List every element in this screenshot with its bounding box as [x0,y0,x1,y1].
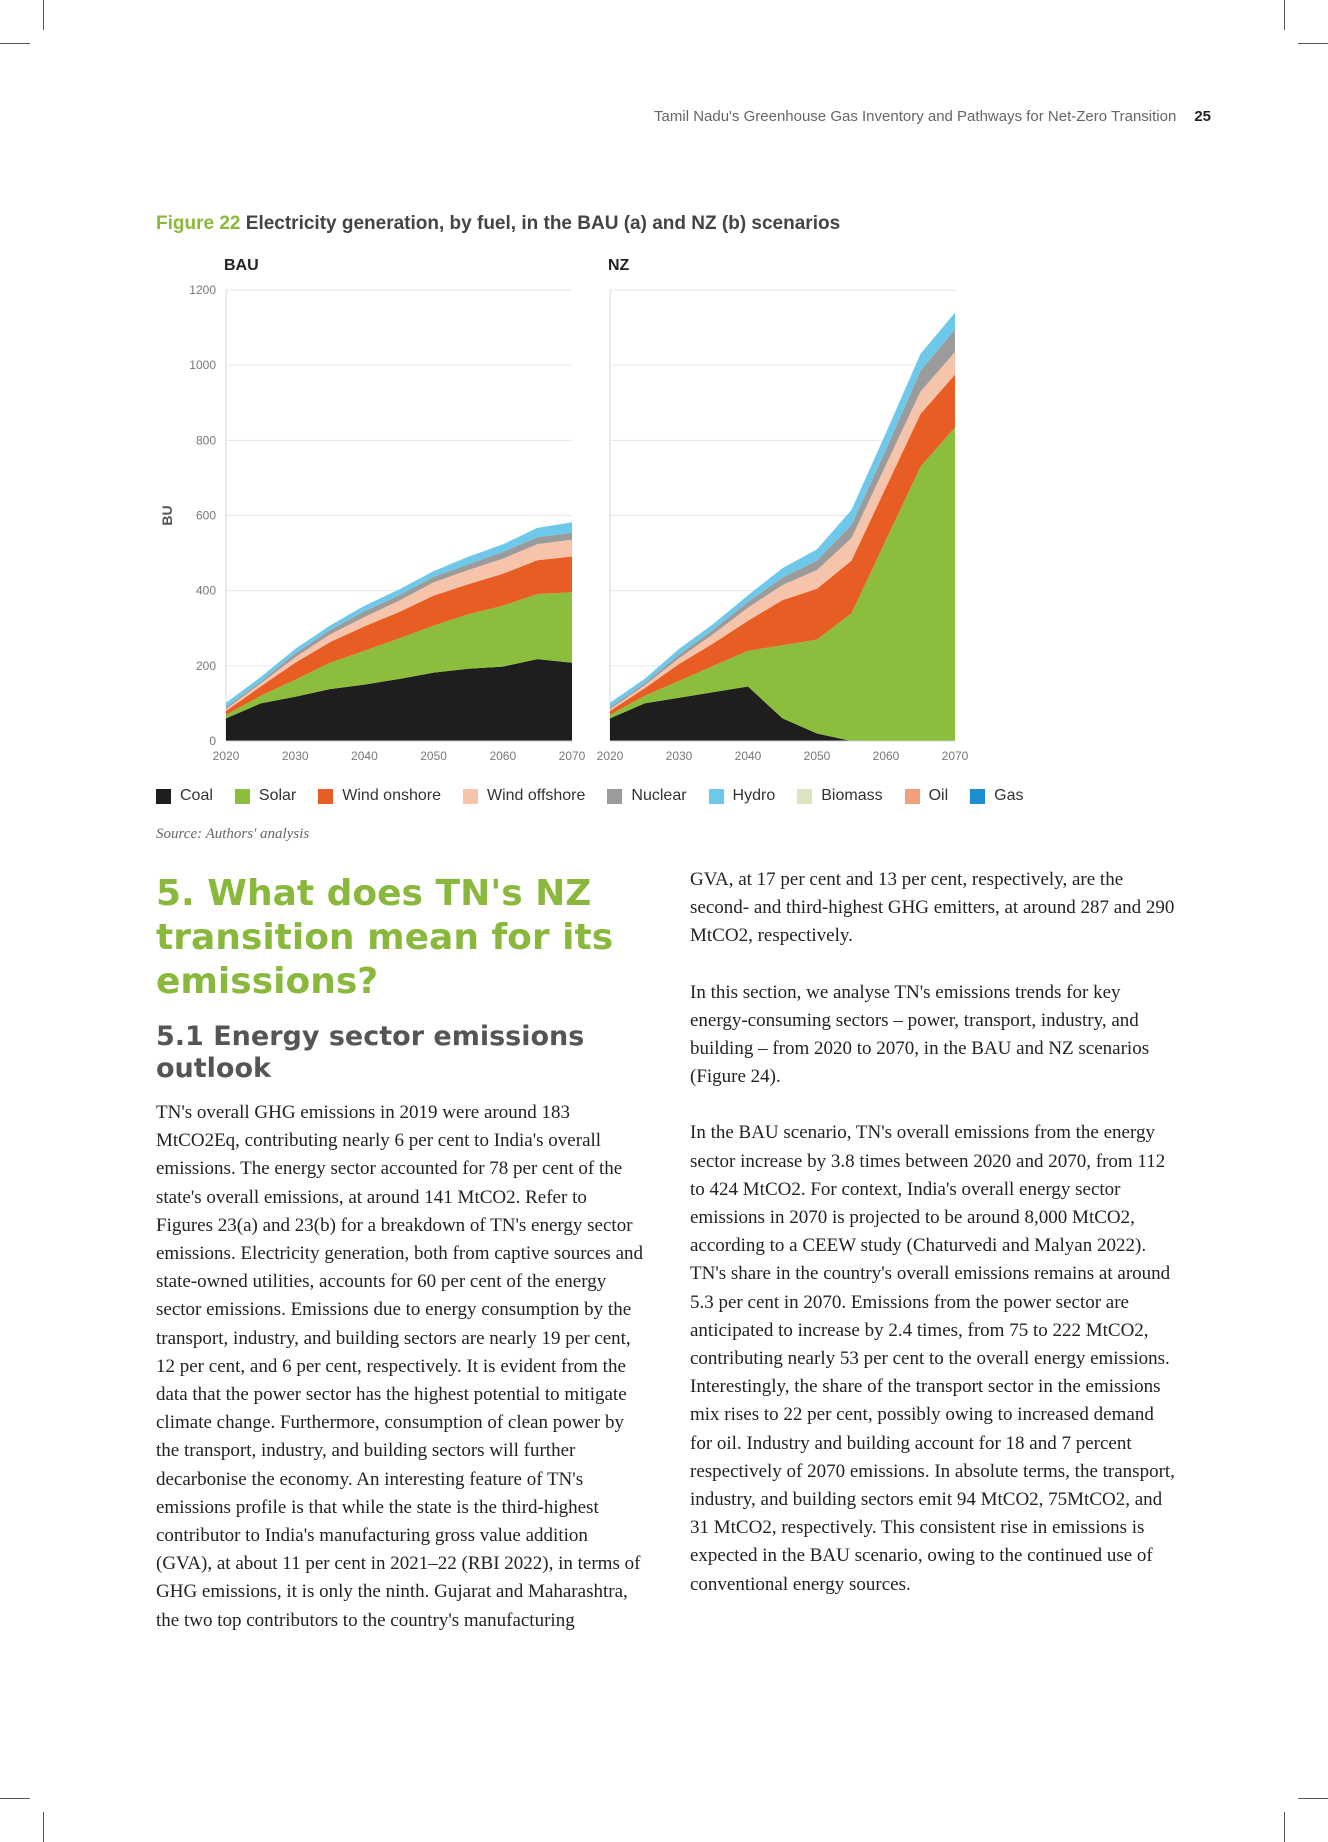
page-number: 25 [1194,108,1211,125]
crop-mark-top-right-h [1298,43,1328,44]
x-tick-label: 2020 [212,749,240,763]
running-header [654,108,1211,125]
y-tick-label: 1200 [189,283,216,297]
legend-label: Nuclear [631,787,687,804]
x-tick-label: 2030 [665,749,693,763]
legend-item-oil [905,787,949,805]
legend-swatch [905,789,920,804]
figure-source: Source: Authors' analysis [156,826,310,842]
crop-mark-top-left-v [43,0,44,30]
legend-swatch [156,789,171,804]
x-tick-label: 2050 [420,749,447,763]
x-tick-label: 2060 [872,749,900,763]
legend-label: Hydro [732,787,776,804]
legend-swatch [797,789,812,804]
legend-swatch [970,789,985,804]
x-tick-label: 2070 [941,749,969,763]
legend-label: Solar [258,787,297,804]
x-tick-label: 2040 [734,749,762,763]
legend-item-gas [970,787,1023,805]
x-tick-label: 2070 [558,749,586,763]
legend-item-biomass [797,787,882,805]
legend-item-nuclear [607,787,686,805]
crop-mark-bottom-left-h [0,1798,30,1799]
figure-title: Electricity generation, by fuel, in the BAU (a) and NZ (b) scenarios [245,213,841,234]
legend-item-wind-onshore [318,787,441,805]
y-axis-label: BU [159,505,175,526]
body-paragraph: In this section, we analyse TN's emissions trends for key energy-consuming sectors – power, transport, industry, and building – from 2020 to 2070, in the BAU and NZ scenarios (Figure 24). [690,981,1150,1088]
x-tick-label: 2040 [351,749,378,763]
legend-swatch [709,789,724,804]
legend-swatch [607,789,622,804]
section-heading: 5. What does TN's NZ transition mean for its emissions? [156,873,614,1002]
legend-item-wind-offshore [463,787,585,805]
x-tick-label: 2060 [489,749,517,763]
legend-label: Biomass [821,787,883,804]
body-paragraph: GVA, at 17 per cent and 13 per cent, respectively, are the second- and third-highest GHG emitters, at around 287 and 290 MtCO2, respectively. [690,869,1175,947]
crop-mark-bottom-right-v [1284,1812,1285,1842]
legend-item-hydro [709,787,776,805]
x-tick-label: 2030 [281,749,309,763]
subsection-heading: 5.1 Energy sector emissions outlook [156,1021,585,1084]
x-tick-label: 2050 [803,749,831,763]
chart-legend [156,787,1046,805]
figure-caption [156,213,840,235]
figure-number: Figure 22 [156,213,241,234]
legend-label: Gas [994,787,1024,804]
y-tick-label: 200 [195,658,216,673]
legend-swatch [318,789,333,804]
crop-mark-bottom-left-v [43,1812,44,1842]
crop-mark-top-right-v [1284,0,1285,30]
legend-swatch [463,789,478,804]
stacked-area-chart [150,250,990,770]
legend-label: Wind offshore [486,787,586,804]
y-tick-label: 400 [195,583,216,598]
panel-title: BAU [224,257,259,274]
x-tick-label: 2020 [596,749,624,763]
y-tick-label: 600 [195,508,216,523]
crop-mark-top-left-h [0,43,30,44]
body-paragraph: In the BAU scenario, TN's overall emissions from the energy sector increase by 3.8 times between 2020 and 2070, from 112 to 424 MtCO2. For context, India's overall energy sector emissions in 2070 is projected to be around 8,000 MtCO2, according to a CEEW study (Chaturvedi and Malyan 2022). TN's share in the country's overall emissions remains at around 5.3 per cent in 2070. Emissions from the power sector are anticipated to increase by 2.4 times, from 75 to 222 MtCO2, contributing nearly 53 per cent to the overall energy emissions. Interestingly, the share of the transport sector in the emissions mix rises to 22 per cent, possibly owing to increased demand for oil. Industry and building account for 18 and 7 percent respectively of 2070 emissions. In absolute terms, the transport, industry, and building sectors emit 94 MtCO2, 75MtCO2, and 31 MtCO2, respectively. This consistent rise in emissions is expected in the BAU scenario, owing to the continued use of conventional energy sources. [690,1122,1175,1595]
legend-item-solar [235,787,296,805]
body-column-right [690,866,1180,1627]
body-paragraph-left: TN's overall GHG emissions in 2019 were around 183 MtCO2Eq, contributing nearly 6 per cent to India's overall emissions. The energy sector accounted for 78 per cent of the state's overall emissions, at around 141 MtCO2. Refer to Figures 23(a) and 23(b) for a breakdown of TN's energy sector emissions. Electricity generation, both from captive sources and state-owned utilities, accounts for 60 per cent of the energy sector emissions. Emissions due to energy consumption by the transport, industry, and building sectors are nearly 19 per cent, 12 per cent, and 6 per cent, respectively. It is evident from the data that the power sector has the highest potential to mitigate climate change. Furthermore, consumption of clean power by the transport, industry, and building sectors will further decarbonise the economy. An interesting feature of TN's emissions profile is that while the state is the third-highest contributor to India's manufacturing gross value addition (GVA), at about 11 per cent in 2021–22 (RBI 2022), in terms of GHG emissions, it is only the ninth. Gujarat and Maharashtra, the two top contributors to the country's manufacturing [156,1102,643,1631]
legend-label: Coal [180,787,213,804]
running-title: Tamil Nadu's Greenhouse Gas Inventory and Pathways for Net-Zero Transition [654,108,1177,125]
crop-mark-bottom-right-h [1298,1798,1328,1799]
panel-title: NZ [608,257,630,274]
y-tick-label: 1000 [189,358,216,373]
legend-label: Wind onshore [342,787,441,804]
legend-label: Oil [928,787,949,804]
legend-item-coal [156,787,213,805]
legend-swatch [235,789,250,804]
y-tick-label: 800 [195,433,216,448]
y-tick-label: 0 [209,734,216,748]
